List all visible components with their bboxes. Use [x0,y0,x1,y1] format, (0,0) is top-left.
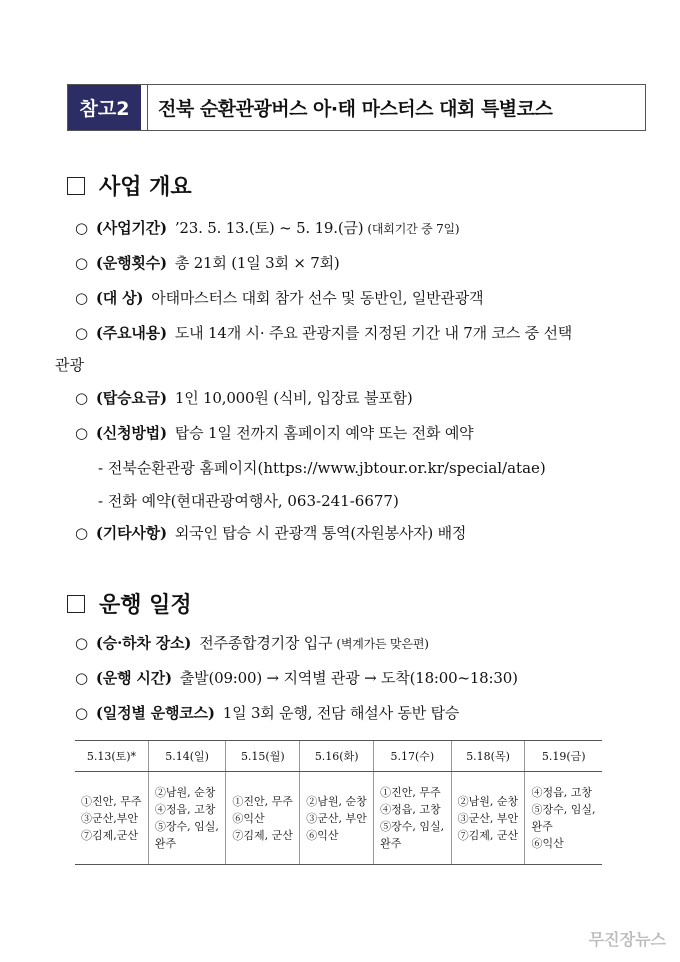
item-value: 1일 3회 운행, 전담 해설사 동반 탑승 [222,704,460,722]
course-line: 완주 [531,820,553,833]
course-line: ⑥익산 [306,828,339,842]
section-overview-title: 사업 개요 [99,175,192,200]
item-key: (운행횟수) [95,254,167,272]
bullet-icon: ○ [75,289,88,307]
course-line: ⑤장수, 임실, [154,820,219,833]
column-header: 5.15(월) [226,741,300,772]
list-item [75,322,572,343]
item-value: 아태마스터스 대회 참가 선수 및 동반인, 일반관광객 [151,289,484,307]
bullet-icon: ○ [75,524,88,542]
column-header: 5.18(목) [451,741,525,772]
item-key: (사업기간) [95,219,167,237]
course-line: ①진안, 무주 [380,786,441,799]
item-key: (탑승요금) [95,389,167,407]
list-item [75,422,473,443]
title-box [67,84,646,131]
section-overview [67,170,192,201]
course-line: ⑤장수, 임실, [531,803,596,816]
item-value: 전주종합경기장 입구 [199,634,333,652]
item-key: (운행 시간) [95,669,172,687]
column-header: 5.19(금) [525,741,602,772]
watermark-logo: 무진장뉴스 [588,930,666,949]
course-line: ③군산, 부안 [457,811,519,825]
course-line: ③군산,부안 [81,811,139,825]
column-header: 5.16(화) [300,741,374,772]
bullet-icon: ○ [75,389,88,407]
table-cell [148,772,226,865]
item-value: ’23. 5. 13.(토) ~ 5. 19.(금) [174,219,364,237]
course-line: ①진안, 무주 [81,794,142,808]
course-line: ⑥익산 [531,837,564,850]
bullet-icon: ○ [75,254,88,272]
list-item [75,217,459,238]
table-cell [374,772,452,865]
course-line: ⑦김제,군산 [81,828,139,842]
bullet-icon: ○ [75,324,88,342]
item-value: 출발(09:00) → 지역별 관광 → 도착(18:00~18:30) [179,669,518,687]
course-line: ⑦김제, 군산 [457,828,519,842]
course-line: ⑤장수, 임실, [380,820,445,833]
item-value: 탑승 1일 전까지 홈페이지 예약 또는 전화 예약 [174,424,474,442]
column-header: 5.14(일) [148,741,226,772]
section-schedule-title: 운행 일정 [99,593,192,618]
list-item [75,522,466,543]
course-line: ④정읍, 고창 [380,803,441,816]
table-row [75,772,602,865]
course-line: ①진안, 무주 [232,794,293,808]
course-line: ②남원, 순창 [154,786,216,799]
item-key: (신청방법) [95,424,167,442]
course-line: 완주 [154,837,177,850]
course-line: ④정읍, 고창 [531,786,592,799]
reference-tag: 참고2 [68,85,141,130]
sub-item: - 전북순환관광 홈페이지(https://www.jbtour.or.kr/special/atae) [98,459,546,477]
list-item [75,387,413,408]
checkbox-icon [67,177,85,195]
list-item [75,632,429,653]
table-cell [226,772,300,865]
item-continuation: 관광 [55,356,84,374]
table-cell [451,772,525,865]
list-item [75,252,340,273]
checkbox-icon [67,595,85,613]
item-key: (기타사항) [95,524,167,542]
column-header: 5.17(수) [374,741,452,772]
page-title: 전북 순환관광버스 아·태 마스터스 대회 특별코스 [147,85,645,130]
item-value: 외국인 탑승 시 관광객 통역(자원봉사자) 배정 [174,524,467,542]
schedule-table [75,740,602,865]
table-cell [300,772,374,865]
item-key: (대 상) [95,289,144,307]
item-key: (승·하차 장소) [95,634,192,652]
item-key: (주요내용) [95,324,167,342]
bullet-icon: ○ [75,704,88,722]
course-line: ②남원, 순창 [306,794,367,808]
bullet-icon: ○ [75,669,88,687]
table-cell [75,772,148,865]
list-item [75,287,483,308]
list-item [75,667,518,688]
table-header-row [75,741,602,772]
item-value: 총 21회 (1일 3회 × 7회) [174,254,340,272]
course-line: ②남원, 순창 [457,794,519,808]
course-line: ⑥익산 [232,811,265,825]
item-note: (대회기간 중 7일) [367,222,460,236]
section-schedule [67,588,192,619]
item-key: (일정별 운행코스) [95,704,215,722]
course-line: ⑦김제, 군산 [232,828,293,842]
sub-item: - 전화 예약(현대관광여행사, 063-241-6677) [98,492,399,510]
item-value: 1인 10,000원 (식비, 입장료 불포함) [174,389,413,407]
column-header: 5.13(토)* [75,741,148,772]
bullet-icon: ○ [75,634,88,652]
list-item [75,702,459,723]
item-note: (벽계가든 맞은편) [336,637,429,651]
item-value: 도내 14개 시· 주요 관광지를 지정된 기간 내 7개 코스 중 선택 [174,324,573,342]
course-line: 완주 [380,837,402,850]
course-line: ③군산, 부안 [306,811,367,825]
course-line: ④정읍, 고창 [154,803,216,816]
table-cell [525,772,602,865]
bullet-icon: ○ [75,424,88,442]
bullet-icon: ○ [75,219,88,237]
